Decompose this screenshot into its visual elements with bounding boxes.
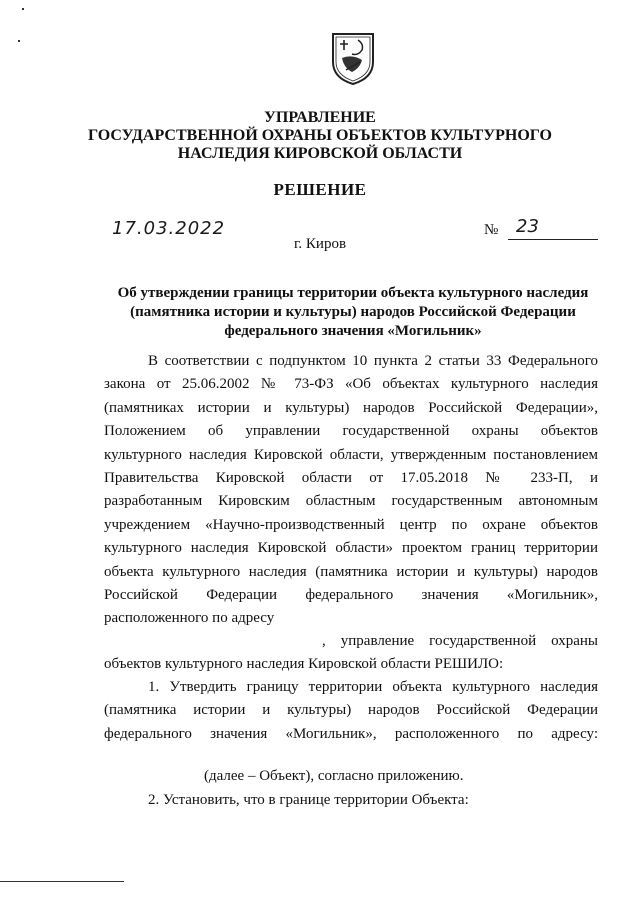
text-line: 1. Утвердить границу территории объекта культурного наследия [148, 679, 598, 695]
text-line: (далее – Объект), согласно приложению. [204, 768, 464, 784]
subject-line: (памятника истории и культуры) народов Российской Федерации [130, 304, 576, 320]
number-label: № [484, 222, 499, 238]
subject-line: федерального значения «Могильник» [224, 323, 482, 339]
text-line: культурного наследия Кировской области» проектом границ территории [104, 540, 598, 557]
text-line: разработанным Кировским областным государственным автономным [104, 493, 598, 510]
text-line: объектов культурного наследия Кировской области РЕШИЛО: [104, 656, 504, 672]
scan-mark [18, 40, 20, 42]
footnote-rule [0, 881, 124, 882]
item-2 [148, 789, 598, 812]
text-line: В соответствии с подпунктом 10 пункта 2 статьи 33 Федерального [148, 353, 598, 369]
org-name-line2: ГОСУДАРСТВЕННОЙ ОХРАНЫ ОБЪЕКТОВ КУЛЬТУРНОГО [88, 127, 552, 144]
paragraph-continuation [322, 630, 598, 653]
text-line: объекта культурного наследия (памятника истории и культуры) народов [104, 563, 598, 580]
text-line: закона от 25.06.2002 № 73-ФЗ «Об объектах культурного наследия [104, 376, 598, 393]
text-line: Российской Федерации федерального значения «Могильник», [104, 587, 598, 604]
text-line: , управление государственной охраны [322, 633, 598, 649]
subject-line: Об утверждении границы территории объекта культурного наследия [117, 285, 589, 301]
text-line: 2. Установить, что в границе территории Объекта: [148, 792, 469, 808]
city: г. Киров [293, 236, 347, 252]
paragraph-decision [104, 653, 598, 676]
org-name-line1: УПРАВЛЕНИЕ [264, 109, 376, 126]
org-name-line3: НАСЛЕДИЯ КИРОВСКОЙ ОБЛАСТИ [177, 145, 463, 162]
text-line: Правительства Кировской области от 17.05.2018 № 233-П, и [104, 470, 598, 487]
text-line: Положением об управлении государственной охраны объектов [104, 423, 598, 440]
document-type: РЕШЕНИЕ [273, 180, 367, 199]
paragraph-basis [104, 350, 598, 631]
text-line: учреждением «Научно-производственный центр по охране объектов [104, 516, 598, 533]
item-1-end [204, 765, 598, 788]
document-subject [108, 284, 598, 341]
document-number: 23 [516, 216, 539, 237]
text-line: расположенного по адресу [104, 610, 275, 627]
text-line: (памятниках истории и культуры) народов Российской Федерации», [104, 399, 598, 416]
item-1 [104, 676, 598, 746]
document-date: 17.03.2022 [112, 218, 226, 239]
text-line: (памятника истории и культуры) народов Российской Федерации [104, 702, 598, 719]
text-line: культурного наследия Кировской области, утвержденным постановлением [104, 446, 598, 463]
text-line: федерального значения «Могильник», расположенного по адресу: [104, 725, 598, 742]
coat-of-arms-icon [330, 32, 376, 86]
scan-mark [22, 8, 24, 10]
